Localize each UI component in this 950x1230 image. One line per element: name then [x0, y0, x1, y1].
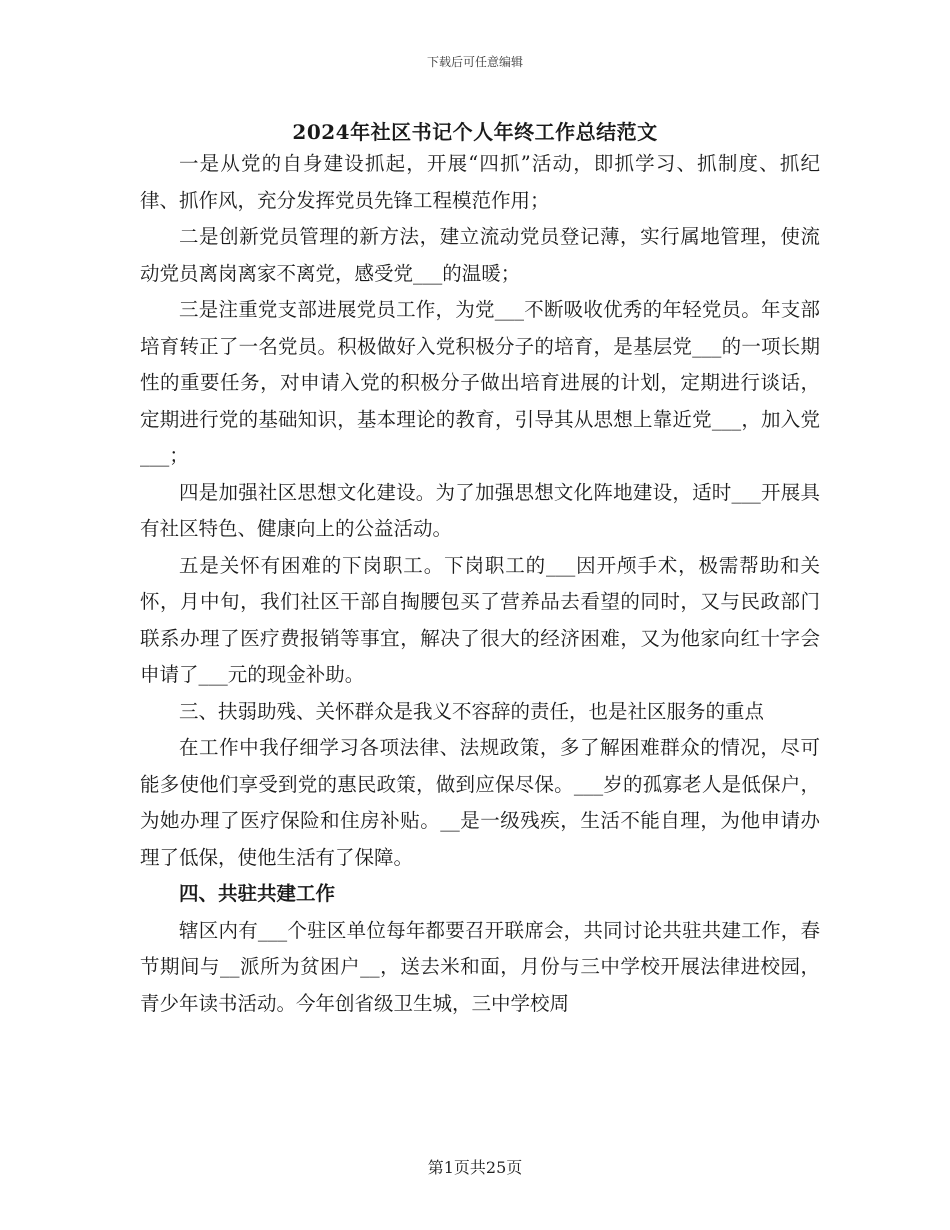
paragraph-6: 三、扶弱助残、关怀群众是我义不容辞的责任，也是社区服务的重点: [179, 699, 765, 723]
paragraph-4: 四是加强社区思想文化建设。为了加强思想文化阵地建设，适时___开展具有社区特色、健康向上的公益活动。: [140, 480, 820, 540]
document-title: 2024年社区书记个人年终工作总结范文: [292, 120, 658, 144]
paragraph-8: 辖区内有___个驻区单位每年都要召开联席会，共同讨论共驻共建工作，春节期间与__派所为贫困户__，送去米和面，月份与三中学校开展法律进校园，青少年读书活动。今年创省级卫生城，三中学校周: [140, 918, 820, 1015]
header-note: 下载后可任意编辑: [426, 55, 523, 69]
paragraph-2: 二是创新党员管理的新方法，建立流动党员登记薄，实行属地管理，使流动党员离岗离家不离党，感受党___的温暖；: [140, 225, 820, 285]
section-heading: 四、共驻共建工作: [179, 882, 336, 905]
paragraph-7: 在工作中我仔细学习各项法律、法规政策，多了解困难群众的情况，尽可能多使他们享受到党的惠民政策，做到应保尽保。___岁的孤寡老人是低保户，为她办理了医疗保险和住房补贴。__是一级残疾，生活不能自理，为他申请办理了低保，使他生活有了保障。: [140, 736, 820, 869]
paragraph-5: 五是关怀有困难的下岗职工。下岗职工的___因开颅手术，极需帮助和关怀，月中旬，我们社区干部自掏腰包买了营养品去看望的同时，又与民政部门联系办理了医疗费报销等事宜，解决了很大的经济困难，又为他家向红十字会申请了___元的现金补助。: [140, 553, 820, 686]
paragraph-3: 三是注重党支部进展党员工作，为党___不断吸收优秀的年轻党员。年支部培育转正了一名党员。积极做好入党积极分子的培育，是基层党___的一项长期性的重要任务，对申请入党的积极分子做出培育进展的计划，定期进行谈话，定期进行党的基础知识，基本理论的教育，引导其从思想上靠近党___，加入党___；: [140, 298, 820, 467]
document-body: [140, 146, 820, 1022]
page-footer: 第1页共25页: [427, 1158, 523, 1177]
paragraph-1: 一是从党的自身建设抓起，开展“四抓”活动，即抓学习、抓制度、抓纪律、抓作风，充分发挥党员先锋工程模范作用；: [140, 152, 820, 212]
